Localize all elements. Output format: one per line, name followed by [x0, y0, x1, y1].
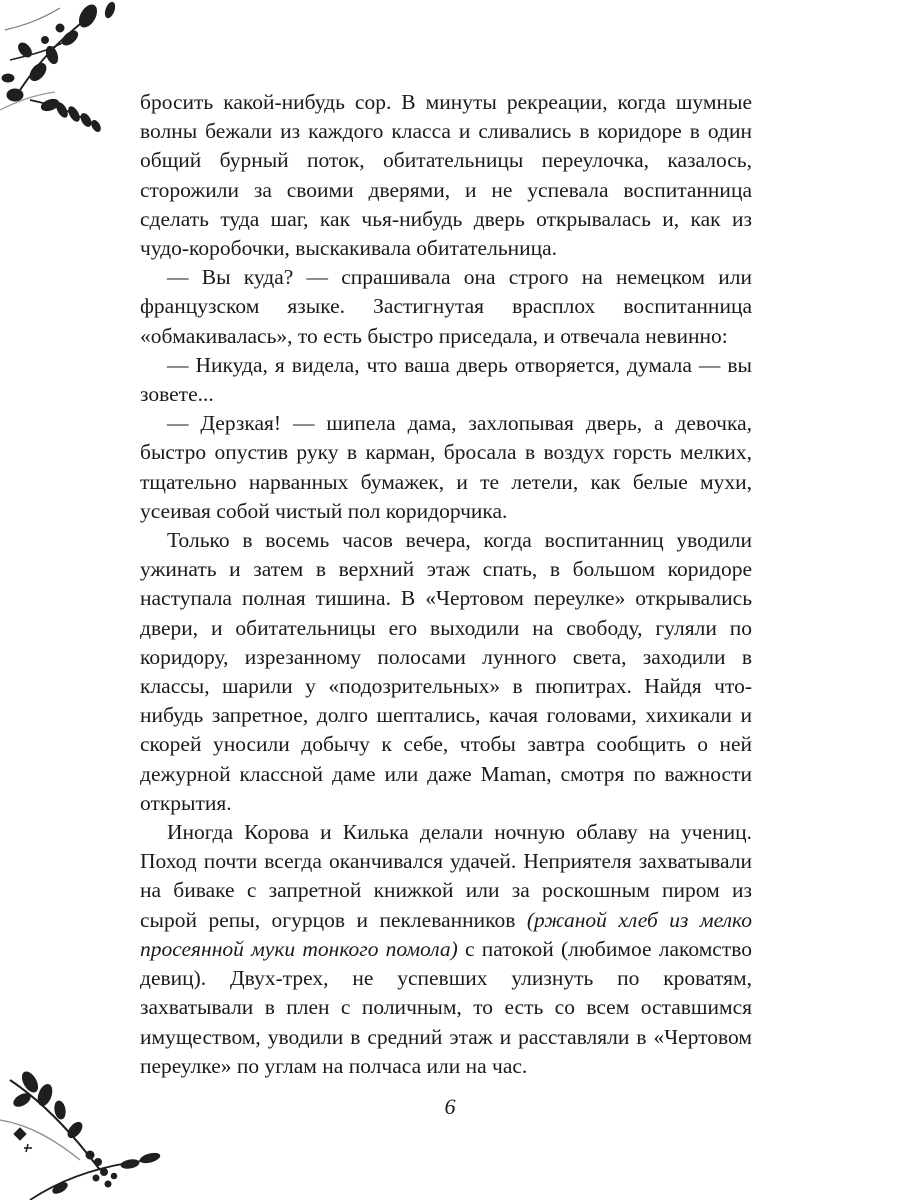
paragraph: Только в восемь часов вечера, когда воспитанниц уводили ужинать и затем в верхний этаж спать, в большом коридоре наступала полная тишина. В «Чертовом переулке» открывались двери, и обитательницы его выходили на свободу, гуляли по коридору, изрезанному полосами лунного света, заходили в классы, шарили у «подозрительных» в пюпитрах. Найдя что-нибудь запретное, долго шептались, качая головами, хихикали и скорей уносили добычу к себе, чтобы завтра сообщить о ней дежурной классной даме или даже Maman, смотря по важности открытия. — [140, 528, 752, 815]
paragraph: бросить какой-нибудь сор. В минуты рекреации, когда шумные волны бежали из каждого класса и сливались в коридоре в один общий бурный поток, обитательницы переулочка, казалось, сторожили за своими дверями, и не успевала воспитанница сделать туда шаг, как чья-нибудь дверь открывалась и, как из чудо-коробочки, выскакивала обитательница. — [140, 90, 752, 261]
body-text — [140, 88, 752, 1081]
paragraph — [140, 818, 752, 1081]
paragraph: — Никуда, я видела, что ваша дверь отворяется, думала — вы зовете... — [140, 352, 752, 407]
paragraph-text: Иногда Корова и Килька делали ночную облаву на учениц. Поход почти всегда оканчивался удачей. Неприятеля захватывали на биваке с запретной книжкой или за роскошным пиром из сырой репы, огурцов и пеклеванников — [140, 820, 752, 932]
paragraph-text: с патокой (любимое лакомство девиц). Двух-трех, не успевших улизнуть по кроватям, захватывали в плен с поличным, то есть со всем оставшимся имуществом, уводили в средний этаж и расставляли в «Чертовом переулке» по углам на полчаса или на час. — [140, 936, 753, 1078]
italic-gloss: (ржаной хлеб из мелко просеянной муки тонкого помола) — [140, 907, 753, 961]
paragraph: — Вы куда? — спрашивала она строго на немецком или французском языке. Застигнутая врасплох воспитанница «обмакивалась», то есть быстро приседала, и отвечала невинно: — [140, 265, 752, 348]
page-number: 6 — [444, 1094, 456, 1119]
paragraph: — Дерзкая! — шипела дама, захлопывая дверь, а девочка, быстро опустив руку в карман, бросала в воздух горсть мелких, тщательно нарванных бумажек, и те летели, как белые мухи, усеивая собой чистый пол коридорчика. — [140, 411, 752, 523]
floral-ornament-top-left-icon — [0, 0, 130, 150]
floral-ornament-bottom-left-icon — [0, 1060, 175, 1200]
